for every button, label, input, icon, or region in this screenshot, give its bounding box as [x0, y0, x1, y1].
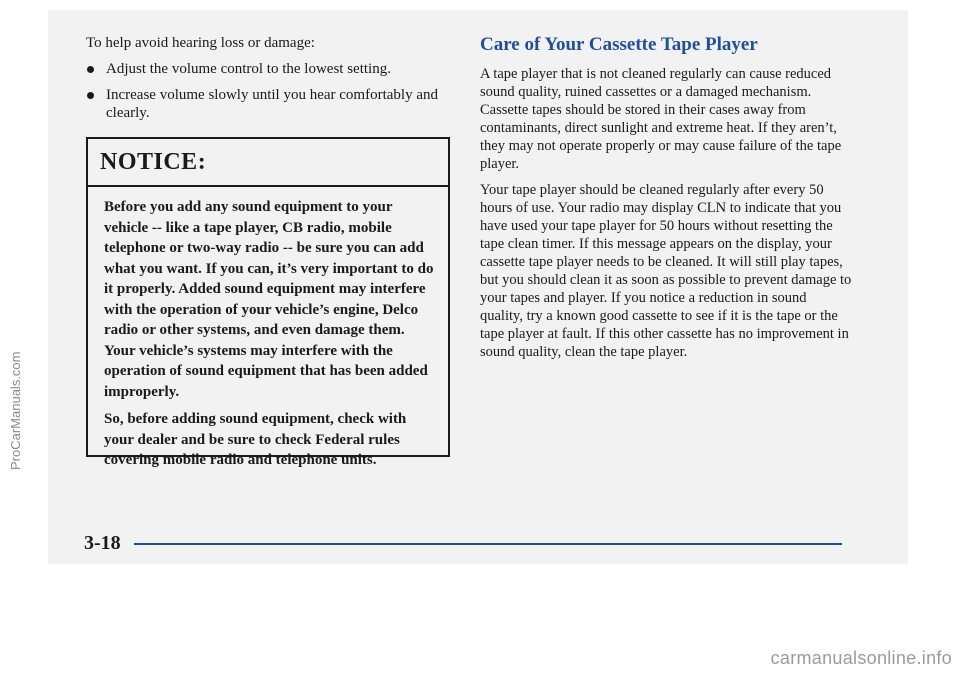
notice-box	[86, 137, 450, 468]
notice-body	[88, 187, 448, 471]
hearing-intro: To help avoid hearing loss or damage:	[86, 35, 315, 51]
bullet-item	[86, 60, 452, 78]
notice-paragraph: So, before adding sound equipment, check with your dealer and be sure to check Federal rules covering mobile radio and telephone units.	[104, 411, 407, 468]
bullet-text: Adjust the volume control to the lowest setting.	[106, 61, 391, 77]
notice-paragraph: Before you add any sound equipment to your vehicle -- like a tape player, CB radio, mobile telephone or two-way radio -- be sure you can add what you want. If you can, it’s very important to do it properly. Added sound equipment may interfere with the operation of your vehicle’s engine, Delco radio or other systems, and even damage them. Your vehicle’s systems may interfere with the operation of sound equipment that has been added improperly.	[104, 199, 434, 400]
left-column	[86, 34, 452, 130]
page-number: 3-18	[84, 532, 121, 554]
bullet-icon	[87, 92, 94, 99]
side-watermark	[8, 170, 22, 470]
bullet-item	[86, 86, 452, 122]
right-column	[480, 34, 852, 369]
notice-title: NOTICE:	[100, 148, 207, 175]
site-watermark: carmanualsonline.info	[770, 648, 952, 668]
footer-rule	[134, 543, 842, 545]
body-paragraph: Your tape player should be cleaned regularly after every 50 hours of use. Your radio may display CLN to indicate that you have used your tape player for 50 hours without resetting the tape clean timer. If this message appears on the display, your cassette tape player needs to be cleaned. It will still play tapes, but you should clean it as soon as possible to prevent damage to your tapes and player. If you notice a reduction in sound quality, try a known good cassette to see if it is the tape or the tape player at fault. If this other cassette has no improvement in sound quality, clean the tape player.	[480, 182, 852, 360]
bullet-icon	[87, 66, 94, 73]
watermark-text: ProCarManuals.com	[8, 351, 23, 470]
hearing-bullet-list	[86, 60, 452, 122]
notice-header	[88, 139, 448, 187]
body-paragraph: A tape player that is not cleaned regularly can cause reduced sound quality, ruined cassettes or a damaged mechanism. Cassette tapes should be stored in their cases away from contaminants, direct sunlight and extreme heat. If they aren’t, they may not operate properly or may cause failure of the tape player.	[480, 66, 842, 172]
bullet-text: Increase volume slowly until you hear comfortably and clearly.	[106, 87, 438, 121]
section-title: Care of Your Cassette Tape Player	[480, 34, 758, 55]
